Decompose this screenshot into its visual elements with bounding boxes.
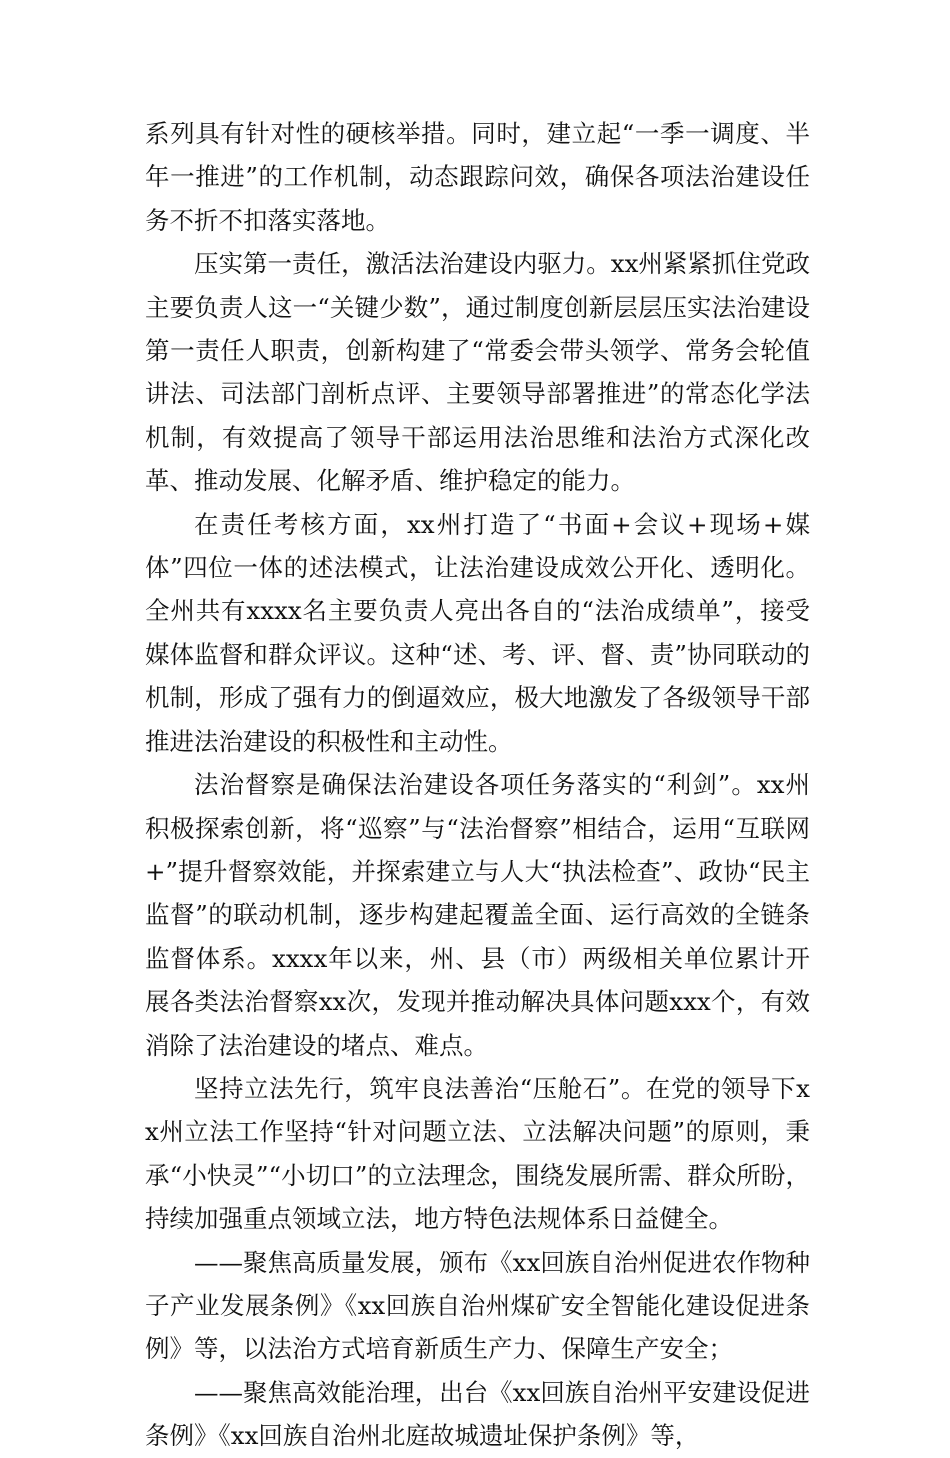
paragraph-rule-of-law-inspection: 法治督察是确保法治建设各项任务落实的“利剑”。xx州积极探索创新，将“巡察”与“法治督察”相结合，运用“互联网+”提升督察效能，并探索建立与人大“执法检查”、政协“民主监督”的联动机制，逐步构建起覆盖全面、运行高效的全链条监督体系。xxxx年以来，州、县（市）两级相关单位累计开展各类法治督察xx次，发现并推动解决具体问题xxx个，有效消除了法治建设的堵点、难点。 <box>145 770 810 1060</box>
paragraph-high-efficiency-governance: ——聚焦高效能治理，出台《xx回族自治州平安建设促进条例》《xx回族自治州北庭故城遗址保护条例》等， <box>145 1377 810 1451</box>
paragraph-first-responsibility: 压实第一责任，激活法治建设内驱力。xx州紧紧抓住党政主要负责人这一“关键少数”，通过制度创新层层压实法治建设第一责任人职责，创新构建了“常委会带头领学、常务会轮值讲法、司法部门剖析点评、主要领导部署推进”的常态化学法机制，有效提高了领导干部运用法治思维和法治方式深化改革、推动发展、化解矛盾、维护稳定的能力。 <box>145 249 810 496</box>
paragraph-work-mechanism: 系列具有针对性的硬核举措。同时，建立起“一季一调度、半年一推进”的工作机制，动态跟踪问效，确保各项法治建设任务不折不扣落实落地。 <box>145 119 810 235</box>
document-body <box>145 112 810 1458</box>
paragraph-responsibility-assessment: 在责任考核方面，xx州打造了“书面+会议+现场+媒体”四位一体的述法模式，让法治建设成效公开化、透明化。全州共有xxxx名主要负责人亮出各自的“法治成绩单”，接受媒体监督和群众评议。这种“述、考、评、督、责”协同联动的机制，形成了强有力的倒逼效应，极大地激发了各级领导干部推进法治建设的积极性和主动性。 <box>145 509 810 756</box>
paragraph-high-quality-development: ——聚焦高质量发展，颁布《xx回族自治州促进农作物种子产业发展条例》《xx回族自治州煤矿安全智能化建设促进条例》等，以法治方式培育新质生产力、保障生产安全； <box>145 1247 810 1364</box>
paragraph-legislation-first: 坚持立法先行，筑牢良法善治“压舱石”。在党的领导下xx州立法工作坚持“针对问题立法、立法解决问题”的原则，秉承“小快灵”“小切口”的立法理念，围绕发展所需、群众所盼，持续加强重点领域立法，地方特色法规体系日益健全。 <box>145 1073 810 1234</box>
